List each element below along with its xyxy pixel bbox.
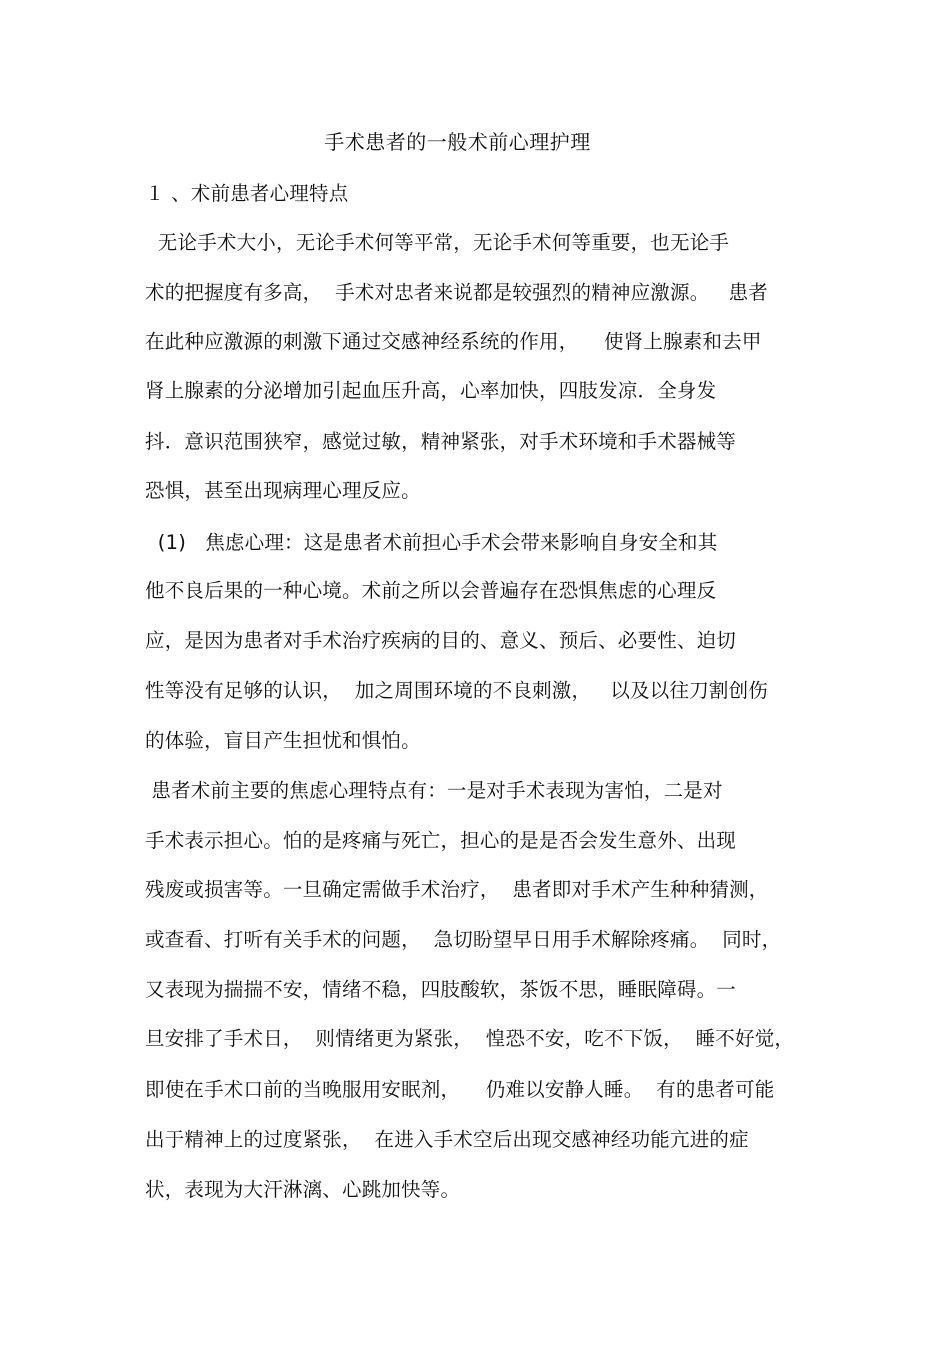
paragraph-line: 抖．意识范围狭窄，感觉过敏，精神紧张，对手术环境和手术器械等 [145,430,737,453]
paragraph-line: 状，表现为大汗淋漓、心跳加快等。 [145,1178,461,1201]
paragraph-line: 恐惧，甚至出现病理心理反应。 [145,479,421,502]
paragraph-line: 他不良后果的一种心境。术前之所以会普遍存在恐惧焦虑的心理反 [145,579,717,602]
section-heading: １ 、术前患者心理特点 [145,182,349,205]
paragraph-line: 无论手术大小，无论手术何等平常，无论手术何等重要，也无论手 [145,231,730,254]
paragraph-line: 患者术前主要的焦虑心理特点有：一是对手术表现为害怕，二是对 [145,779,723,802]
paragraph-line: 应，是因为患者对手术治疗疾病的目的、意义、预后、必要性、迫切 [145,629,737,652]
paragraph-line: 即使在手术口前的当晚服用安眠剂， 仍难以安静人睡。 有的患者可能 [145,1078,775,1101]
paragraph-line: 又表现为揣揣不安，情绪不稳，四肢酸软，茶饭不思，睡眠障碍。一 [145,978,737,1001]
paragraph-line: (1) 焦虑心理：这是患者术前担心手术会带来影响自身安全和其 [145,531,718,554]
paragraph-line: 旦安排了手术日， 则情绪更为紧张， 惶恐不安，吃不下饭， 睡不好觉， [145,1027,795,1050]
paragraph-line: 术的把握度有多高， 手术对忠者来说都是较强烈的精神应激源。 患者 [145,281,768,304]
paragraph-line: 或查看、打听有关手术的问题， 急切盼望早日用手术解除疼痛。 同时， [145,928,782,951]
paragraph-line: 手术表示担心。怕的是疼痛与死亡，担心的是是否会发生意外、出现 [145,829,737,852]
paragraph-line: 性等没有足够的认识， 加之周围环境的不良刺激， 以及以往刀割创伤 [145,679,768,702]
paragraph-line: 的体验，盲目产生担忧和惧怕。 [145,729,421,752]
document-title: 手术患者的一般术前心理护理 [324,130,591,154]
paragraph-line: 出于精神上的过度紧张， 在进入手术空后出现交感神经功能亢进的症 [145,1128,749,1151]
paragraph-line: 在此种应激源的刺激下通过交感神经系统的作用， 使肾上腺素和去甲 [145,330,762,353]
paragraph-line: 残废或损害等。一旦确定需做手术治疗， 患者即对手术产生种种猜测， [145,878,769,901]
paragraph-line: 肾上腺素的分泌增加引起血压升高，心率加快，四肢发凉．全身发 [145,379,717,402]
